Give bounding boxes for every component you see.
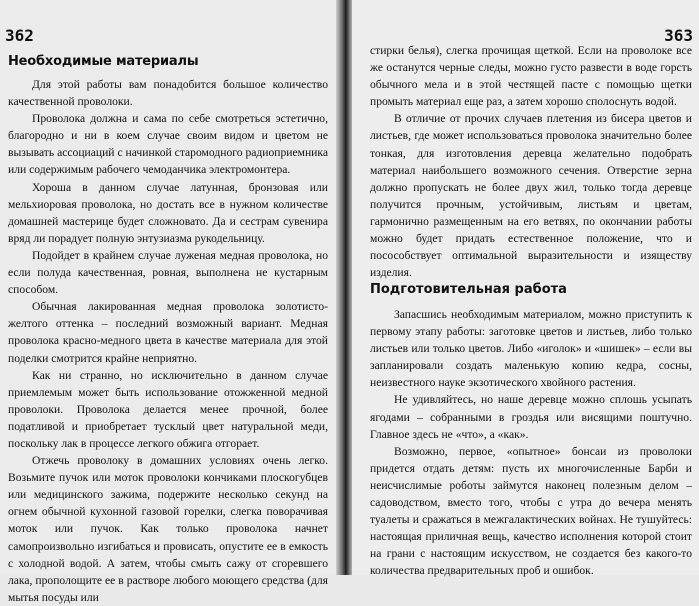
paragraph: Запасшись необходимым материалом, можно приступить к первому этапу работы: заготовке цветов и листьев, либо только листьев или только цветов. Либо «иголок» и «шишек» – если вы запланировали создать маленькую копию кедра, сосны, неизвестного науке экзотического хвойного растения. xyxy=(370,308,692,390)
paragraph: Проволока должна и сама по себе смотреться эстетично, благородно и ни в коем случае своим видом и цветом не вызывать ассоциаций с начинкой старомодного радиоприемника или содержимым рабочего чемоданчика электромонтера. xyxy=(8,112,328,177)
right-page-body-top xyxy=(370,42,692,281)
left-page-body xyxy=(8,76,328,606)
page-number-left: 362 xyxy=(5,26,34,45)
paragraph: Отжечь проволоку в домашних условиях очень легко. Возьмите пучок или моток проволоки кончиками плоскогубцев или медицинского зажима, подержите несколько секунд на огнем обычной кухонной газовой горелки, слегка поворачивая моток или пучок. Как только проволока начнет самопроизвольно изгибаться и провисать, опустите ее в емкость с холодной водой. А затем, чтобы смыть сажу от сгоревшего лака, прополощите ее в растворе любого моющего средства (для мытья посуды или xyxy=(8,454,328,604)
section-heading-materials: Необходимые материалы xyxy=(8,54,199,69)
paragraph: Возможно, первое, «опытное» бонсаи из проволоки придется отдать детям: пусть их многочисленные Барби и неисчислимые роботы займутся наконец полезным делом – садоводством, вместо того, чтобы с утра до вечера менять туалеты и сражаться в межгалактических войнах. Не тушуйтесь: настоящая приличная вещь, качество исполнения которой стоит на грани с настоящим искусством, не создается без какого-то количества предварительных проб и ошибок. xyxy=(370,444,692,578)
paragraph: Хороша в данном случае латунная, бронзовая или мельхиоровая проволока, но достать все в нужном количестве домашней мастерице будет сложновато. Да и сестрам сувенира вряд ли порадует полную энтузиазма рукодельницу. xyxy=(8,180,328,245)
paragraph: Не удивляйтесь, но наше деревце можно сплошь усыпать ягодами – собранными в гроздья или висящими поштучно. Главное здесь не «что», а «как». xyxy=(370,393,692,441)
paragraph: Как ни странно, но исключительно в данном случае приемлемым может быть использование отожженной медной проволоки. Проволока делается менее прочной, более податливой и приобретает тусклый цвет натуральной меди, поскольку лак в процессе легкого обжига отгорает. xyxy=(8,368,328,450)
left-page xyxy=(0,0,338,604)
paragraph: В отличие от прочих случаев плетения из бисера цветов и листьев, где может использоваться проволока значительно более тонкая, для изготовления деревца желательно подобрать материал наибольшего возможного сечения. Отверстие зерна должно пропускать не более двух жил, только тогда деревце получится прочным, устойчивым, листьям и цветам, гармонично размещенным на его ветвях, по окончании работы можно будет придать естественное положение, что и посособствует оптимальной выразительности и изяществу изделия. xyxy=(370,112,692,280)
section-heading-preparation: Подготовительная работа xyxy=(370,282,567,297)
paragraph: Обычная лакированная медная проволока золотисто-желтого оттенка – последний возможный вариант. Медная проволока красно-медного цвета в качестве материала для этой поделки смотрится крайне неприятно. xyxy=(8,300,328,365)
right-page xyxy=(352,0,699,578)
paragraph: Подойдет в крайнем случае луженая медная проволока, но если полуда качественная, ровная, выполнена не кустарным способом. xyxy=(8,248,328,297)
paragraph: Для этой работы вам понадобится большое количество качественной проволоки. xyxy=(8,78,328,109)
page-number-right: 363 xyxy=(664,26,693,45)
right-page-body-bottom xyxy=(370,306,692,580)
paragraph: стирки белья), слегка прочищая щеткой. Если на проволоке все же останутся черные следы, можно густо развести в воде горсть обычного мела и в этой честящей пасте с помощью щетки промыть материал еще раз, а затем хорошо сполоснуть водой. xyxy=(370,44,692,109)
